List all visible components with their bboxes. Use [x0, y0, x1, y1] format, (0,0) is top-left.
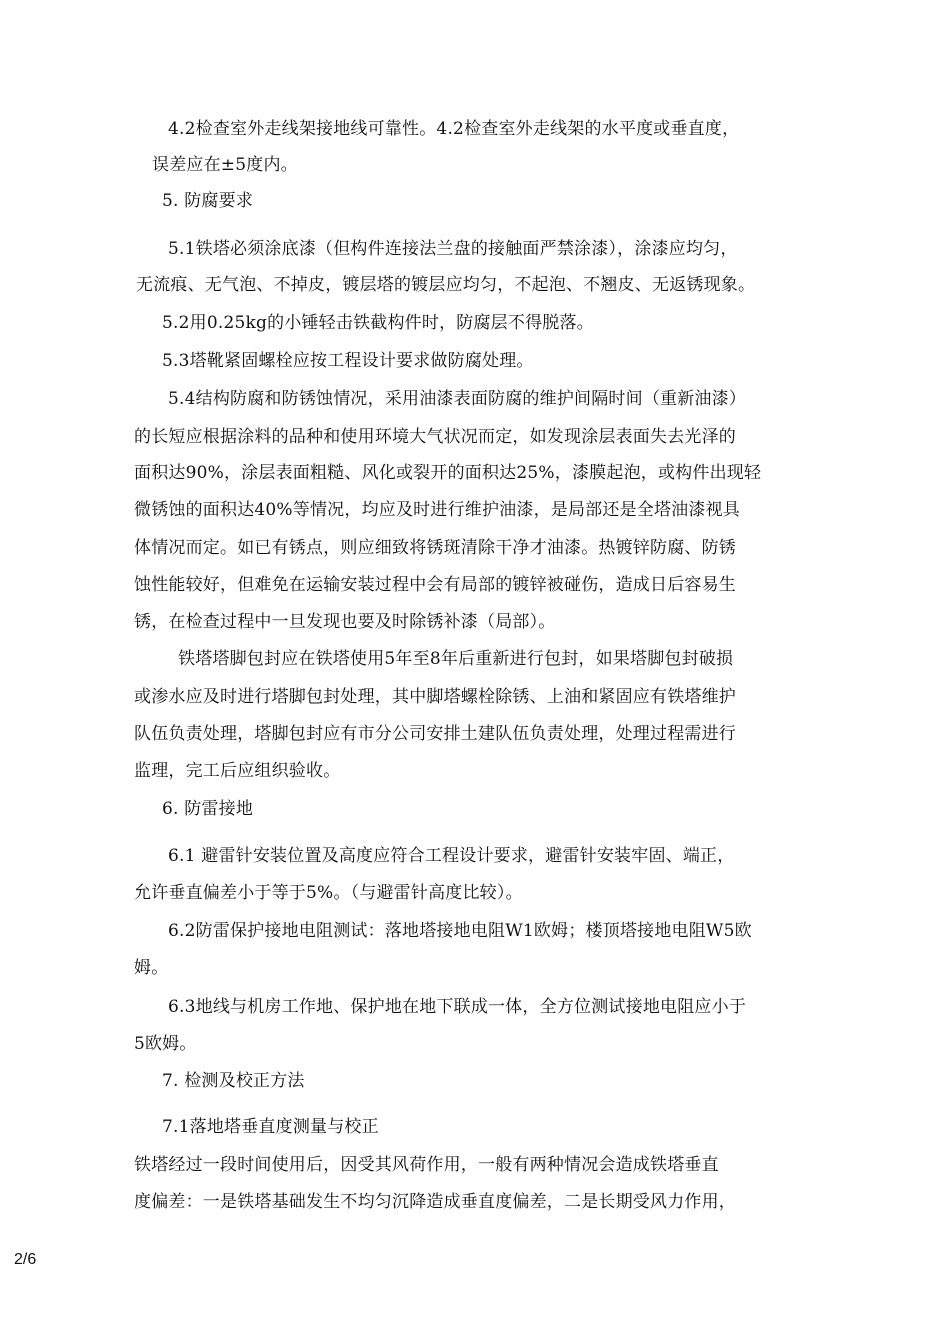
- text-line: 铁塔塔脚包封应在铁塔使用5年至8年后重新进行包封，如果塔脚包封破损: [178, 649, 734, 669]
- text-line: 6.2防雷保护接地电阻测试：落地塔接地电阻W1欧姆；楼顶塔接地电阻W5欧: [168, 921, 752, 941]
- text-line: 误差应在±5度内。: [152, 155, 298, 175]
- text-line: 无流痕、无气泡、不掉皮，镀层塔的镀层应均匀，不起泡、不翘皮、无返锈现象。: [136, 275, 756, 295]
- text-line: 5.4结构防腐和防锈蚀情况，采用油漆表面防腐的维护间隔时间（重新油漆）: [168, 389, 747, 409]
- text-line: 蚀性能较好，但难免在运输安装过程中会有局部的镀锌被碰伤，造成日后容易生: [134, 575, 736, 595]
- text-line: 6.3地线与机房工作地、保护地在地下联成一体，全方位测试接地电阻应小于: [168, 997, 747, 1017]
- text-line: 的长短应根据涂料的品种和使用环境大气状况而定，如发现涂层表面失去光泽的: [134, 427, 736, 447]
- text-line: 或渗水应及时进行塔脚包封处理，其中脚塔螺栓除锈、上油和紧固应有铁塔维护: [134, 687, 736, 707]
- text-line: 微锈蚀的面积达40%等情况，均应及时进行维护油漆，是局部还是全塔油漆视具: [134, 500, 740, 520]
- page-number: 2/6: [14, 1251, 37, 1268]
- text-line: 姆。: [134, 958, 169, 978]
- text-line: 体情况而定。如已有锈点，则应细致将锈斑清除干净才油漆。热镀锌防腐、防锈: [134, 538, 736, 558]
- subsection-heading: 7.1落地塔垂直度测量与校正: [162, 1117, 379, 1137]
- text-line: 允许垂直偏差小于等于5%。（与避雷针高度比较）。: [134, 883, 523, 903]
- text-line: 5.2用0.25kg的小锤轻击铁截构件时，防腐层不得脱落。: [162, 313, 594, 333]
- text-line: 4.2检查室外走线架接地线可靠性。4.2检查室外走线架的水平度或垂直度，: [168, 119, 740, 139]
- text-line: 监理，完工后应组织验收。: [134, 761, 341, 781]
- text-line: 5欧姆。: [134, 1034, 197, 1054]
- text-line: 队伍负责处理，塔脚包封应有市分公司安排土建队伍负责处理，处理过程需进行: [134, 724, 736, 744]
- text-line: 面积达90%，涂层表面粗糙、风化或裂开的面积达25%，漆膜起泡，或构件出现轻: [134, 463, 762, 483]
- text-line: 铁塔经过一段时间使用后，因受其风荷作用，一般有两种情况会造成铁塔垂直: [134, 1155, 719, 1175]
- text-line: 锈，在检查过程中一旦发现也要及时除锈补漆（局部）。: [134, 612, 556, 632]
- section-heading: 6. 防雷接地: [162, 799, 254, 819]
- section-heading: 5. 防腐要求: [162, 191, 254, 211]
- text-line: 度偏差：一是铁塔基础发生不均匀沉降造成垂直度偏差，二是长期受风力作用，: [134, 1192, 736, 1212]
- text-line: 5.1铁塔必须涂底漆（但构件连接法兰盘的接触面严禁涂漆），涂漆应均匀，: [168, 239, 738, 259]
- text-line: 5.3塔靴紧固螺栓应按工程设计要求做防腐处理。: [162, 351, 534, 371]
- section-heading: 7. 检测及校正方法: [162, 1071, 305, 1091]
- text-line: 6.1 避雷针安装位置及高度应符合工程设计要求，避雷针安装牢固、端正，: [168, 846, 735, 866]
